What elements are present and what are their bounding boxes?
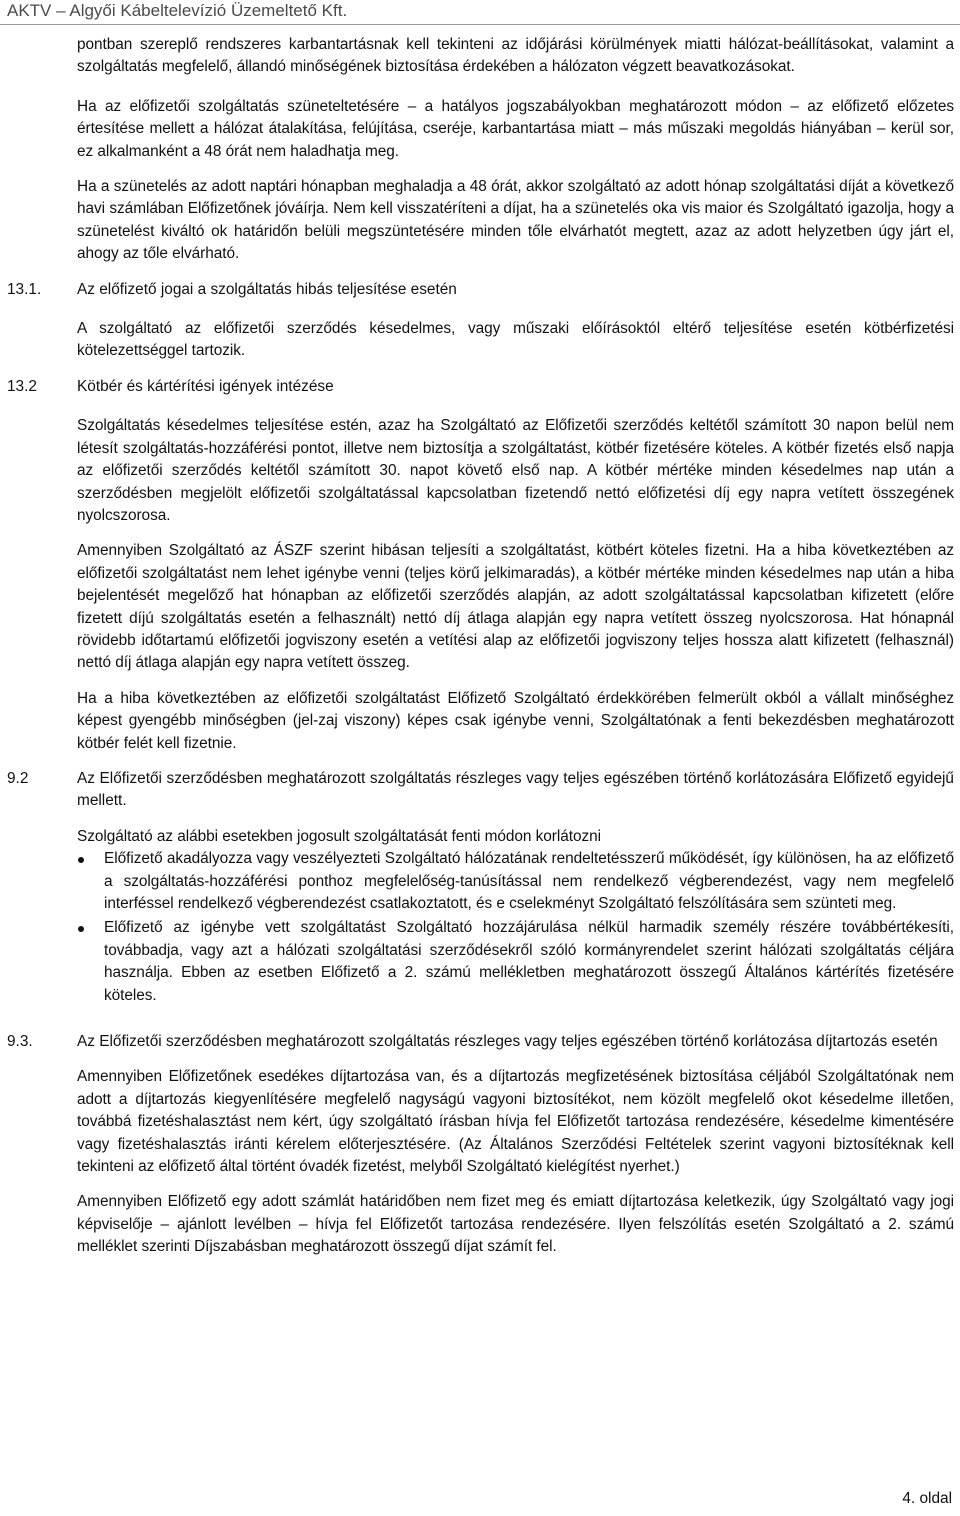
bullet-icon bbox=[78, 857, 84, 863]
section-13-1-paragraph: A szolgáltató az előfizetői szerződés késedelmes, vagy műszaki előírásoktól eltérő teljesítése esetén kötbérfizetési kötelezettséggel tartozik. bbox=[77, 320, 954, 360]
list-item bbox=[104, 848, 954, 915]
section-9-2-paragraph: Szolgáltató az alábbi esetekben jogosult szolgáltatását fenti módon korlátozni bbox=[77, 827, 601, 845]
section-title: Az előfizető jogai a szolgáltatás hibás teljesítése esetén bbox=[77, 280, 457, 298]
bullet-text: Előfizető az igénybe vett szolgáltatást Szolgáltató hozzájárulása nélkül harmadik személy részére továbbértékesíti, továbbadja, vagy azt a hálózati szolgáltatási szerződésekről szóló kormányrendelet szerint hálózati szolgáltatás céljára használja. Ebben az esetben Előfizető a 2. számú mellékletben meghatározott összegű Általános kártérítés fizetésére köteles. bbox=[104, 919, 954, 1004]
header-title: AKTV – Algyői Kábeltelevízió Üzemeltető Kft. bbox=[7, 1, 348, 20]
section-title: Az Előfizetői szerződésben meghatározott szolgáltatás részleges vagy teljes egészében történő korlátozása díjtartozás esetén bbox=[77, 1033, 938, 1051]
section-13-2-paragraph-2: Amennyiben Szolgáltató az ÁSZF szerint hibásan teljesíti a szolgáltatást, kötbért köteles fizetni. Ha a hiba következtében az előfizetői szolgáltatást nem lehet igénybe venni (teljes körű jelkimaradás), a kötbér mértéke minden késedelmes nap után a hiba bejelentését megelőző hat hónapban az előfizetői szerződés alapján, az adott szolgáltatással kapcsolatban kifizetett (előre fizetett díjú szolgáltatás esetén a felhasznált) nettó díj átlaga alapján egy napra vetített összeg nyolcszorosa. Hat hónapnál rövidebb időtartamú előfizetői jogviszony esetén a vetítési alap az előfizetői jogviszony teljes hossza alatt kifizetett (felhasznál) nettó díj átlaga alapján egy napra vetített összeg. bbox=[77, 542, 954, 672]
section-13-1-heading bbox=[0, 279, 960, 301]
section-number: 13.2 bbox=[7, 377, 37, 395]
section-number: 9.3. bbox=[7, 1033, 33, 1051]
section-9-2-heading bbox=[0, 768, 960, 813]
section-13-2-paragraph-1: Szolgáltatás késedelmes teljesítése estén, azaz ha Szolgáltató az Előfizetői szerződés keltétől számított 30 napon belül nem létesít szolgáltatás-hozzáférési pontot, illetve nem biztosítja a szolgáltatást, kötbér fizetésére köteles. A kötbér fizetés első napja az előfizetői szerződés keltétől számított 30. napot követő első nap. A kötbér mértéke minden késedelmes nap után a szerződésben megjelölt előfizetői szolgáltatással kapcsolatban fizetendő nettó előfizetési díj egy napra vetített összegének nyolcszorosa. bbox=[77, 417, 954, 524]
section-title: Az Előfizetői szerződésben meghatározott szolgáltatás részleges vagy teljes egészében történő korlátozására Előfizető egyidejű mellett. bbox=[77, 769, 954, 810]
suspension-paragraph: Ha az előfizetői szolgáltatás szüneteltetésére – a hatályos jogszabályokban meghatározott módon – az előfizető előzetes értesítése mellett a hálózat átalakítása, felújítása, cseréje, karbantartása miatt – más műszaki megoldás hiányában – kerül sor, ez alkalmanként a 48 órát nem haladhatja meg. bbox=[77, 97, 954, 160]
section-9-3-paragraph-1: Amennyiben Előfizetőnek esedékes díjtartozása van, és a díjtartozás megfizetésének biztosítása céljából Szolgáltatónak nem adott a díjtartozás kiegyenlítésére megfelelő nagyságú vagyoni biztosítékot, nem közölt megfelelő okot késedelme illetően, továbbá fizetéshalasztást nem kért, úgy szolgáltató írásban hívja fel Előfizetőt tartozása rendezésére, késedelme kimentésére vagy fizetéshalasztás iránti kérelem előterjesztésére. (Az Általános Szerződési Feltételek szerint vagyoni biztosítéknak kell tekinteni az előfizető által történt óvadék fizetést, melyből Szolgáltató kielégítést nyerhet.) bbox=[77, 1068, 954, 1176]
intro-paragraph: pontban szereplő rendszeres karbantartásnak kell tekinteni az időjárási körülmények miatti hálózat-beállításokat, valamint a szolgáltatás megfelelő, állandó minőségének biztosítása érdekében a hálózaton végzett beavatkozásokat. bbox=[77, 36, 954, 76]
section-number: 9.2 bbox=[7, 769, 29, 787]
section-13-2-heading bbox=[0, 376, 960, 398]
suspension-48h-paragraph: Ha a szünetelés az adott naptári hónapban meghaladja a 48 órát, akkor szolgáltató az adott hónap szolgáltatási díját a következő havi számlában Előfizetőnek jóváírja. Nem kell visszatéríteni a díjat, ha a szünetelés oka vis maior és Szolgáltató igazolja, hogy a szünetelést kiváltó ok határidőn belüli megszüntetésére minden tőle elvárhatót megtett, azaz az adott helyzetben úgy járt el, ahogy az tőle elvárható. bbox=[77, 178, 954, 263]
document-body bbox=[0, 34, 960, 1259]
bullet-icon bbox=[78, 926, 84, 932]
section-9-3-heading bbox=[0, 1031, 960, 1053]
section-title: Kötbér és kártérítési igények intézése bbox=[77, 377, 334, 395]
page-header bbox=[0, 0, 960, 25]
list-item bbox=[104, 917, 954, 1007]
restriction-bullet-list bbox=[0, 848, 960, 1007]
section-9-3-paragraph-2: Amennyiben Előfizető egy adott számlát határidőben nem fizet meg és emiatt díjtartozása keletkezik, úgy Szolgáltató vagy jogi képviselője – ajánlott levélben – hívja fel Előfizetőt tartozása rendezésére. Ilyen felszólítás esetén Szolgáltató a 2. számú melléklet szerinti Díjszabásban meghatározott összegű díjat számít fel. bbox=[77, 1193, 954, 1256]
section-13-2-paragraph-3: Ha a hiba következtében az előfizetői szolgáltatást Előfizető Szolgáltató érdekkörében felmerült okból a vállalt minőséghez képest gyengébb minőségben (jel-zaj viszony) képes csak igénybe venni, Szolgáltatónak a fenti bekezdésben meghatározott kötbér felét kell fizetnie. bbox=[77, 689, 954, 752]
bullet-text: Előfizető akadályozza vagy veszélyezteti Szolgáltató hálózatának rendeltetésszerű működését, így különösen, ha az előfizető a szolgáltatás-hozzáférési ponthoz megfelelőség-tanúsítással nem rendelkező végberendezést, vagy nem megfelelő interféssel rendelkező végberendezést csatlakoztatott, és e cselekményt Szolgáltató felszólítására sem szünteti meg. bbox=[104, 850, 954, 912]
section-number: 13.1. bbox=[7, 280, 42, 298]
page-number: 4. oldal bbox=[902, 1490, 952, 1507]
